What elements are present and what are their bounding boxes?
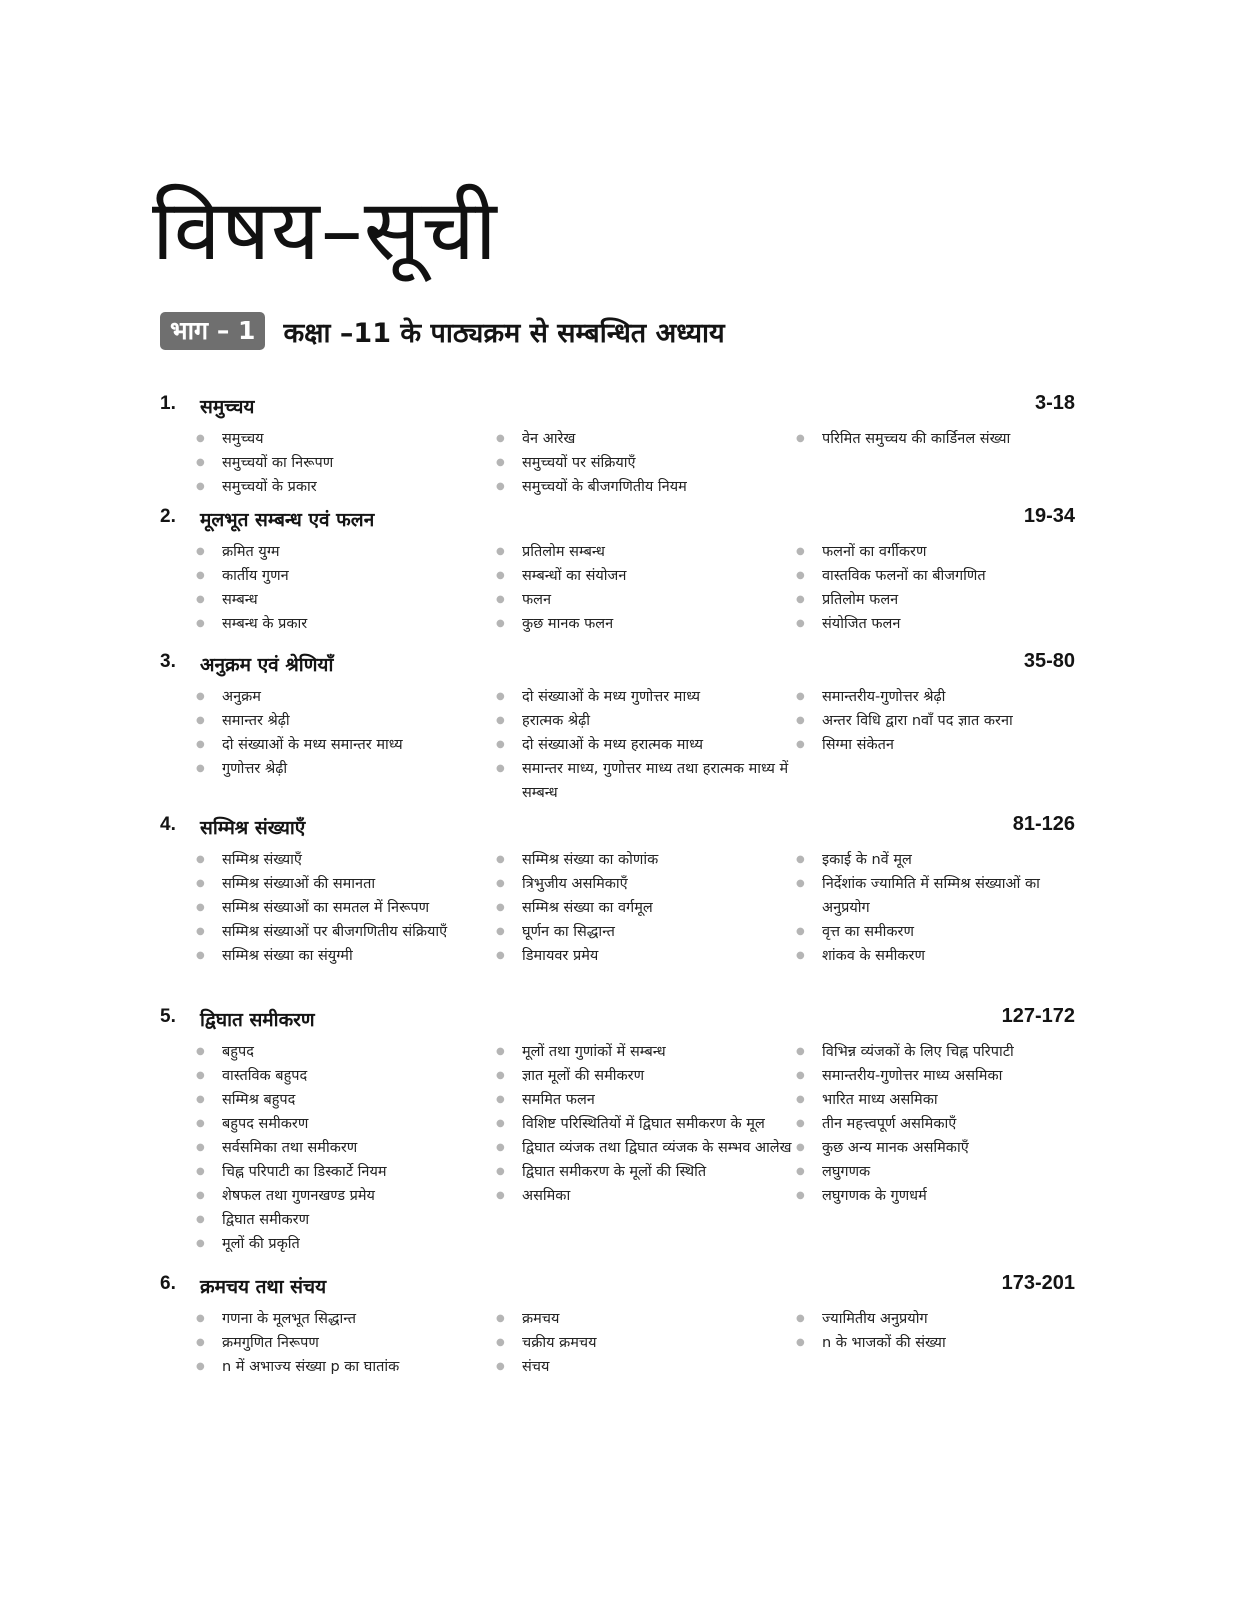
chapter-number: 5. (160, 1006, 176, 1027)
bullet-icon: ● (196, 1070, 205, 1081)
bullet-icon: ● (196, 1361, 205, 1372)
topic-label: चिह्न परिपाटी का डिस्कार्टे नियम (222, 1164, 387, 1180)
bullet-icon: ● (496, 1118, 505, 1129)
topic-columns (196, 685, 1075, 805)
topic-item (496, 1136, 796, 1160)
topic-label: प्रतिलोम सम्बन्ध (522, 544, 605, 560)
chapter-section (160, 813, 1075, 968)
bullet-icon: ● (496, 1313, 505, 1324)
bullet-icon: ● (196, 546, 205, 557)
bullet-icon: ● (796, 433, 805, 444)
topic-label: विशिष्ट परिस्थितियों में द्विघात समीकरण के मूल (522, 1116, 765, 1132)
bullet-icon: ● (496, 481, 505, 492)
topic-label: सम्मिश्र संख्या का संयुग्मी (222, 948, 353, 964)
topic-label: क्रमित युग्म (222, 544, 280, 560)
bullet-icon: ● (496, 763, 505, 774)
topic-label: सम्मिश्र संख्याओं का समतल में निरूपण (222, 900, 430, 916)
topic-label: समुच्चयों के बीजगणितीय नियम (522, 479, 687, 495)
topic-item (496, 896, 796, 920)
chapter-section (160, 1005, 1075, 1256)
topic-label: सर्वसमिका तथा समीकरण (222, 1140, 358, 1156)
bullet-icon: ● (496, 1361, 505, 1372)
chapter-heading[interactable] (160, 1005, 1075, 1032)
topic-item (796, 1136, 1076, 1160)
chapter-number: 3. (160, 651, 176, 672)
bullet-icon: ● (796, 926, 805, 937)
topic-label: अनुक्रम (222, 689, 261, 705)
topic-label: सम्मिश्र बहुपद (222, 1092, 296, 1108)
topic-label: दो संख्याओं के मध्य हरात्मक माध्य (522, 737, 703, 753)
topic-column (496, 540, 796, 636)
topic-item (496, 1088, 796, 1112)
topic-label: अन्तर विधि द्वारा nवाँ पद ज्ञात करना (822, 713, 1013, 729)
topic-label: ज्ञात मूलों की समीकरण (522, 1068, 645, 1084)
topic-item (496, 475, 796, 499)
bullet-icon: ● (796, 1190, 805, 1201)
chapter-number: 6. (160, 1273, 176, 1294)
topic-item (796, 685, 1076, 709)
bullet-icon: ● (496, 715, 505, 726)
chapter-number: 1. (160, 393, 176, 414)
topic-columns (196, 1307, 1075, 1379)
topic-column (796, 427, 1076, 499)
bullet-icon: ● (796, 1142, 805, 1153)
topic-label: द्विघात समीकरण के मूलों की स्थिति (522, 1164, 707, 1180)
bullet-icon: ● (196, 1166, 205, 1177)
topic-item (196, 1088, 496, 1112)
topic-column (196, 427, 496, 499)
page-range: 127-172 (1001, 1005, 1075, 1027)
bullet-icon: ● (796, 1118, 805, 1129)
chapter-heading[interactable] (160, 650, 1075, 677)
bullet-icon: ● (196, 691, 205, 702)
topic-label: समान्तर माध्य, गुणोत्तर माध्य तथा हरात्मक माध्य में सम्बन्ध (522, 761, 789, 801)
topic-item (796, 1307, 1076, 1331)
topic-label: सम्बन्ध के प्रकार (222, 616, 308, 632)
topic-label: सम्मिश्र संख्याओं पर बीजगणितीय संक्रियाएँ (222, 924, 448, 940)
topic-label: परिमित समुच्चय की कार्डिनल संख्या (822, 431, 1011, 447)
topic-label: समान्तर श्रेढ़ी (222, 713, 290, 729)
topic-label: द्विघात व्यंजक तथा द्विघात व्यंजक के सम्भव आलेख (522, 1140, 792, 1156)
topic-column (496, 848, 796, 968)
topic-item (196, 757, 496, 781)
topic-label: समुच्चयों पर संक्रियाएँ (522, 455, 636, 471)
page-range: 81-126 (1012, 813, 1075, 835)
bullet-icon: ● (496, 618, 505, 629)
topic-item (796, 612, 1076, 636)
topic-label: n में अभाज्य संख्या p का घातांक (222, 1359, 400, 1375)
part-header (160, 312, 725, 350)
topic-label: कार्तीय गुणन (222, 568, 289, 584)
topic-label: शांकव के समीकरण (822, 948, 925, 964)
bullet-icon: ● (196, 618, 205, 629)
topic-item (496, 1064, 796, 1088)
page-range: 3-18 (1034, 392, 1075, 414)
topic-column (496, 1307, 796, 1379)
topic-item (796, 427, 1076, 451)
bullet-icon: ● (496, 1094, 505, 1105)
topic-item (196, 1331, 496, 1355)
bullet-icon: ● (796, 691, 805, 702)
topic-label: मूलों तथा गुणांकों में सम्बन्ध (522, 1044, 666, 1060)
topic-item (796, 872, 1076, 920)
topic-label: असमिका (522, 1188, 571, 1204)
topic-label: संचय (522, 1359, 550, 1375)
topic-item (196, 1040, 496, 1064)
topic-item (196, 564, 496, 588)
topic-label: सम्मिश्र संख्याओं की समानता (222, 876, 376, 892)
topic-item (796, 564, 1076, 588)
bullet-icon: ● (496, 902, 505, 913)
topic-item (796, 848, 1076, 872)
bullet-icon: ● (496, 457, 505, 468)
topic-item (196, 685, 496, 709)
topic-label: क्रमगुणित निरूपण (222, 1335, 319, 1351)
topic-column (196, 848, 496, 968)
topic-item (496, 733, 796, 757)
topic-item (196, 1112, 496, 1136)
topic-label: द्विघात समीकरण (222, 1212, 310, 1228)
topic-label: इकाई के nवें मूल (822, 852, 912, 868)
bullet-icon: ● (496, 1190, 505, 1201)
topic-item (496, 1307, 796, 1331)
topic-item (496, 588, 796, 612)
topic-item (796, 588, 1076, 612)
topic-item (496, 944, 796, 968)
topic-item (496, 451, 796, 475)
topic-item (496, 612, 796, 636)
bullet-icon: ● (796, 1313, 805, 1324)
chapter-heading[interactable] (160, 813, 1075, 840)
topic-item (196, 427, 496, 451)
topic-label: डिमायवर प्रमेय (522, 948, 599, 964)
bullet-icon: ● (496, 546, 505, 557)
bullet-icon: ● (496, 950, 505, 961)
topic-item (796, 944, 1076, 968)
topic-label: वास्तविक बहुपद (222, 1068, 308, 1084)
chapter-heading[interactable] (160, 392, 1075, 419)
topic-label: सम्मिश्र संख्या का वर्गमूल (522, 900, 653, 916)
topic-item (796, 540, 1076, 564)
chapter-title: समुच्चय (200, 396, 255, 418)
topic-column (796, 540, 1076, 636)
chapter-section (160, 505, 1075, 636)
topic-item (796, 1040, 1076, 1064)
topic-column (796, 848, 1076, 968)
topic-label: निर्देशांक ज्यामिति में सम्मिश्र संख्याओं का अनुप्रयोग (822, 876, 1040, 916)
bullet-icon: ● (196, 457, 205, 468)
topic-label: गुणोत्तर श्रेढ़ी (222, 761, 288, 777)
topic-label: वास्तविक फलनों का बीजगणित (822, 568, 986, 584)
topic-item (196, 848, 496, 872)
bullet-icon: ● (196, 1337, 205, 1348)
topic-columns (196, 1040, 1075, 1256)
part-title: कक्षा –11 के पाठ्यक्रम से सम्बन्धित अध्याय (283, 317, 725, 349)
bullet-icon: ● (796, 854, 805, 865)
bullet-icon: ● (196, 854, 205, 865)
bullet-icon: ● (496, 1046, 505, 1057)
topic-label: कुछ मानक फलन (522, 616, 614, 632)
topic-item (496, 848, 796, 872)
topic-label: सम्बन्ध (222, 592, 258, 608)
bullet-icon: ● (796, 739, 805, 750)
topic-label: दो संख्याओं के मध्य गुणोत्तर माध्य (522, 689, 701, 705)
bullet-icon: ● (796, 1166, 805, 1177)
topic-columns (196, 848, 1075, 968)
topic-item (496, 540, 796, 564)
bullet-icon: ● (196, 1190, 205, 1201)
topic-column (196, 1040, 496, 1256)
topic-label: त्रिभुजीय असमिकाएँ (522, 876, 628, 892)
topic-label: ज्यामितीय अनुप्रयोग (822, 1311, 928, 1327)
topic-column (796, 1040, 1076, 1256)
topic-label: गणना के मूलभूत सिद्धान्त (222, 1311, 357, 1327)
chapter-heading[interactable] (160, 1272, 1075, 1299)
topic-item (496, 1040, 796, 1064)
topic-column (796, 1307, 1076, 1379)
topic-item (196, 944, 496, 968)
topic-item (496, 1355, 796, 1379)
page-range: 173-201 (1001, 1272, 1075, 1294)
page-range: 19-34 (1023, 505, 1075, 527)
chapter-section (160, 1272, 1075, 1379)
topic-item (796, 1112, 1076, 1136)
topic-item (496, 1160, 796, 1184)
topic-item (496, 1331, 796, 1355)
part-badge: भाग – 1 (160, 312, 265, 350)
topic-item (196, 872, 496, 896)
topic-label: हरात्मक श्रेढ़ी (522, 713, 591, 729)
bullet-icon: ● (496, 739, 505, 750)
topic-label: सम्मिश्र संख्या का कोणांक (522, 852, 659, 868)
topic-label: समान्तरीय-गुणोत्तर श्रेढ़ी (822, 689, 946, 705)
topic-label: लघुगणक (822, 1164, 871, 1180)
topic-label: दो संख्याओं के मध्य समान्तर माध्य (222, 737, 403, 753)
bullet-icon: ● (496, 878, 505, 889)
topic-item (496, 564, 796, 588)
bullet-icon: ● (196, 1313, 205, 1324)
bullet-icon: ● (496, 1166, 505, 1177)
bullet-icon: ● (496, 570, 505, 581)
topic-label: समुच्चय (222, 431, 264, 447)
page-title: विषय–सूची (152, 181, 498, 279)
topic-item (796, 733, 1076, 757)
topic-label: समुच्चयों का निरूपण (222, 455, 334, 471)
topic-label: विभिन्न व्यंजकों के लिए चिह्न परिपाटी (822, 1044, 1014, 1060)
bullet-icon: ● (496, 1070, 505, 1081)
bullet-icon: ● (196, 715, 205, 726)
topic-columns (196, 540, 1075, 636)
chapter-title: सम्मिश्र संख्याएँ (200, 817, 306, 839)
topic-item (796, 1184, 1076, 1208)
bullet-icon: ● (796, 570, 805, 581)
topic-column (496, 427, 796, 499)
bullet-icon: ● (196, 1118, 205, 1129)
topic-label: फलन (522, 592, 552, 608)
topic-item (796, 1088, 1076, 1112)
bullet-icon: ● (796, 950, 805, 961)
topic-label: प्रतिलोम फलन (822, 592, 899, 608)
topic-item (796, 1064, 1076, 1088)
bullet-icon: ● (796, 546, 805, 557)
bullet-icon: ● (796, 1337, 805, 1348)
bullet-icon: ● (796, 618, 805, 629)
topic-label: घूर्णन का सिद्धान्त (522, 924, 615, 940)
topic-column (496, 685, 796, 805)
chapter-heading[interactable] (160, 505, 1075, 532)
topic-item (196, 540, 496, 564)
topic-item (496, 1184, 796, 1208)
chapter-section (160, 392, 1075, 499)
topic-item (196, 1232, 496, 1256)
topic-item (196, 1307, 496, 1331)
bullet-icon: ● (196, 1046, 205, 1057)
topic-label: भारित माध्य असमिका (822, 1092, 938, 1108)
topic-label: सम्मिश्र संख्याएँ (222, 852, 302, 868)
bullet-icon: ● (796, 1094, 805, 1105)
bullet-icon: ● (196, 902, 205, 913)
bullet-icon: ● (196, 878, 205, 889)
bullet-icon: ● (496, 433, 505, 444)
topic-column (796, 685, 1076, 805)
bullet-icon: ● (796, 878, 805, 889)
topic-label: बहुपद समीकरण (222, 1116, 309, 1132)
topic-item (496, 920, 796, 944)
topic-item (196, 1208, 496, 1232)
topic-label: सिग्मा संकेतन (822, 737, 894, 753)
topic-label: संयोजित फलन (822, 616, 901, 632)
topic-column (496, 1040, 796, 1256)
bullet-icon: ● (196, 926, 205, 937)
topic-item (796, 1160, 1076, 1184)
topic-column (196, 685, 496, 805)
bullet-icon: ● (496, 926, 505, 937)
topic-item (196, 1160, 496, 1184)
topic-label: शेषफल तथा गुणनखण्ड प्रमेय (222, 1188, 375, 1204)
bullet-icon: ● (496, 1142, 505, 1153)
topic-label: वृत्त का समीकरण (822, 924, 914, 940)
bullet-icon: ● (796, 715, 805, 726)
topic-label: फलनों का वर्गीकरण (822, 544, 927, 560)
topic-item (196, 920, 496, 944)
topic-label: चक्रीय क्रमचय (522, 1335, 597, 1351)
bullet-icon: ● (496, 854, 505, 865)
topic-label: तीन महत्त्वपूर्ण असमिकाएँ (822, 1116, 957, 1132)
topic-item (196, 612, 496, 636)
topic-item (496, 1112, 796, 1136)
topic-item (796, 1331, 1076, 1355)
topic-item (196, 733, 496, 757)
topic-label: n के भाजकों की संख्या (822, 1335, 946, 1351)
bullet-icon: ● (196, 594, 205, 605)
topic-item (196, 896, 496, 920)
topic-column (196, 1307, 496, 1379)
chapter-title: द्विघात समीकरण (200, 1009, 315, 1031)
topic-item (796, 920, 1076, 944)
bullet-icon: ● (196, 570, 205, 581)
bullet-icon: ● (796, 1046, 805, 1057)
bullet-icon: ● (496, 1337, 505, 1348)
topic-item (496, 427, 796, 451)
chapter-number: 2. (160, 506, 176, 527)
topic-label: कुछ अन्य मानक असमिकाएँ (822, 1140, 969, 1156)
bullet-icon: ● (196, 433, 205, 444)
chapter-section (160, 650, 1075, 805)
topic-item (196, 1184, 496, 1208)
topic-label: सममित फलन (522, 1092, 595, 1108)
topic-item (496, 685, 796, 709)
topic-item (196, 1136, 496, 1160)
bullet-icon: ● (196, 1238, 205, 1249)
topic-item (196, 709, 496, 733)
topic-item (196, 1064, 496, 1088)
topic-label: क्रमचय (522, 1311, 560, 1327)
bullet-icon: ● (196, 1094, 205, 1105)
topic-label: समुच्चयों के प्रकार (222, 479, 317, 495)
bullet-icon: ● (196, 1142, 205, 1153)
bullet-icon: ● (796, 594, 805, 605)
bullet-icon: ● (496, 594, 505, 605)
bullet-icon: ● (196, 950, 205, 961)
chapter-title: क्रमचय तथा संचय (200, 1276, 327, 1298)
topic-label: मूलों की प्रकृति (222, 1236, 300, 1252)
chapter-title: अनुक्रम एवं श्रेणियाँ (200, 654, 334, 676)
page-range: 35-80 (1023, 650, 1075, 672)
bullet-icon: ● (196, 481, 205, 492)
topic-item (496, 757, 796, 805)
topic-label: बहुपद (222, 1044, 254, 1060)
bullet-icon: ● (496, 691, 505, 702)
topic-item (196, 475, 496, 499)
bullet-icon: ● (796, 1070, 805, 1081)
topic-label: वेन आरेख (522, 431, 576, 447)
topic-item (196, 451, 496, 475)
topic-label: सम्बन्धों का संयोजन (522, 568, 627, 584)
topic-item (196, 588, 496, 612)
bullet-icon: ● (196, 763, 205, 774)
topic-column (196, 540, 496, 636)
bullet-icon: ● (196, 739, 205, 750)
chapter-number: 4. (160, 814, 176, 835)
topic-item (496, 709, 796, 733)
topic-columns (196, 427, 1075, 499)
bullet-icon: ● (196, 1214, 205, 1225)
chapter-title: मूलभूत सम्बन्ध एवं फलन (200, 509, 375, 531)
topic-label: लघुगणक के गुणधर्म (822, 1188, 927, 1204)
topic-item (796, 709, 1076, 733)
topic-label: समान्तरीय-गुणोत्तर माध्य असमिका (822, 1068, 1003, 1084)
topic-item (496, 872, 796, 896)
topic-item (196, 1355, 496, 1379)
